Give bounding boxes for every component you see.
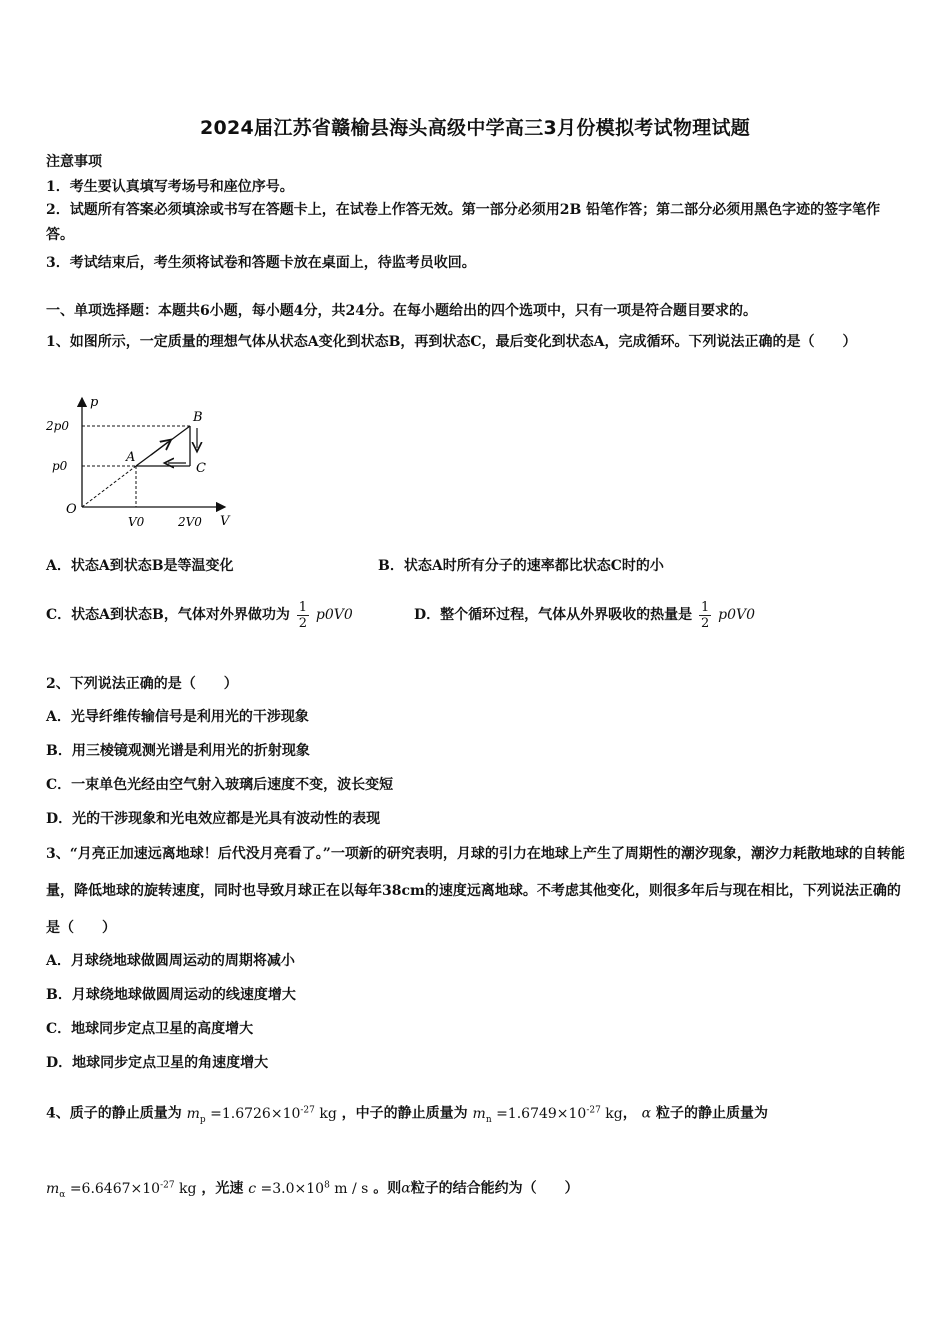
half-fraction: $\frac{1}{2}$ [298,599,307,631]
tick-2p0: 2p0 [46,419,69,433]
q4-stem-line-2: $m_\alpha =6.6467\times 10^{-27}$ kg ，光速 $c =3.0\times 10^8$ m / s 。则α粒子的结合能约为（ ） [46,1180,579,1200]
origin-label: O [66,502,77,517]
notice-item-1: 1．考生要认真填写考场号和座位序号。 [46,179,294,195]
point-c-label: C [196,461,206,476]
q3-stem: 3、“月亮正加速远离地球！后代没月亮看了。”一项新的研究表明，月球的引力在地球上产生了周期性的潮汐现象，潮汐力耗散地球的自转能量，降低地球的旋转速度，同时也导致月球正在以每年38cm的速度远离地球。不考虑其他变化，则很多年后与现在相比，下列说法正确的是（ ） [46,846,905,936]
proton-mass: $m_p =1.6726\times 10^{-27}$ kg [186,1105,337,1125]
q2-option-d[interactable]: D．光的干涉现象和光电效应都是光具有波动性的表现 [46,811,381,827]
q3-option-a[interactable]: A．月球绕地球做圆周运动的周期将减小 [46,953,295,969]
y-axis-label: p [90,395,99,410]
q3-option-b[interactable]: B．月球绕地球做圆周运动的线速度增大 [46,987,296,1003]
tick-v0: V0 [128,515,145,529]
alpha-symbol: α [641,1105,652,1122]
q2-option-a[interactable]: A．光导纤维传输信号是利用光的干涉现象 [46,709,309,725]
tick-2v0: 2V0 [178,515,202,529]
origin-to-a-dashed [82,466,136,507]
q1-option-d[interactable] [414,598,755,632]
q2-stem: 2、下列说法正确的是（ ） [46,676,238,692]
arrow-a-b [151,442,168,455]
q1-option-c[interactable] [46,598,353,632]
half-fraction: $\frac{1}{2}$ [701,599,710,631]
notice-item-3: 3．考试结束后，考生须将试卷和答题卡放在桌面上，待监考员收回。 [46,255,476,271]
pv-expression: p0V0 [315,607,353,623]
alpha-symbol: α [401,1180,411,1197]
section-heading: 一、单项选择题：本题共6小题，每小题4分，共24分。在每小题给出的四个选项中，只有一项是符合题目要求的。 [46,303,757,319]
point-b-label: B [193,410,203,425]
neutron-mass: $m_n =1.6749\times 10^{-27}$ kg [472,1105,623,1125]
q1-option-d-text: D．整个循环过程，气体从外界吸收的热量是 [414,607,693,623]
q2-option-b[interactable]: B．用三棱镜观测光谱是利用光的折射现象 [46,743,310,759]
x-axis-label: V [220,514,230,529]
tick-p0: p0 [52,459,68,473]
notice-item-2: 2．试题所有答案必须填涂或书写在答题卡上，在试卷上作答无效。第一部分必须用2B 铅笔作答；第二部分必须用黑色字迹的签字笔作答。 [46,202,881,243]
q2-option-c[interactable]: C．一束单色光经由空气射入玻璃后速度不变，波长变短 [46,777,394,793]
q4-stem-line-1: 4、质子的静止质量为 $m_p =1.6726\times 10^{-27}$ kg ，中子的静止质量为 $m_n =1.6749\times 10^{-27}$ kg， α 粒子的静止质量为 [46,1105,768,1125]
page-title: 2024届江苏省赣榆县海头高级中学高三3月份模拟考试物理试题 [199,117,751,139]
pv-graph [40,392,240,542]
q1-stem: 1、如图所示，一定质量的理想气体从状态A变化到状态B，再到状态C，最后变化到状态A，完成循环。下列说法正确的是（ ） [46,334,857,350]
alpha-mass: $m_\alpha =6.6467\times 10^{-27}$ kg [46,1180,197,1200]
pv-expression: p0V0 [718,607,756,623]
notice-heading: 注意事项 [46,154,102,170]
q3-option-d[interactable]: D．地球同步定点卫星的角速度增大 [46,1055,269,1071]
q1-option-c-text: C．状态A到状态B，气体对外界做功为 [46,607,290,623]
point-a-label: A [126,450,136,465]
q1-option-b[interactable]: B．状态A时所有分子的速率都比状态C时的小 [378,558,664,574]
q1-option-a[interactable]: A．状态A到状态B是等温变化 [46,558,234,574]
q3-option-c[interactable]: C．地球同步定点卫星的高度增大 [46,1021,254,1037]
light-speed: $c =3.0\times 10^8$ m / s [248,1180,369,1197]
